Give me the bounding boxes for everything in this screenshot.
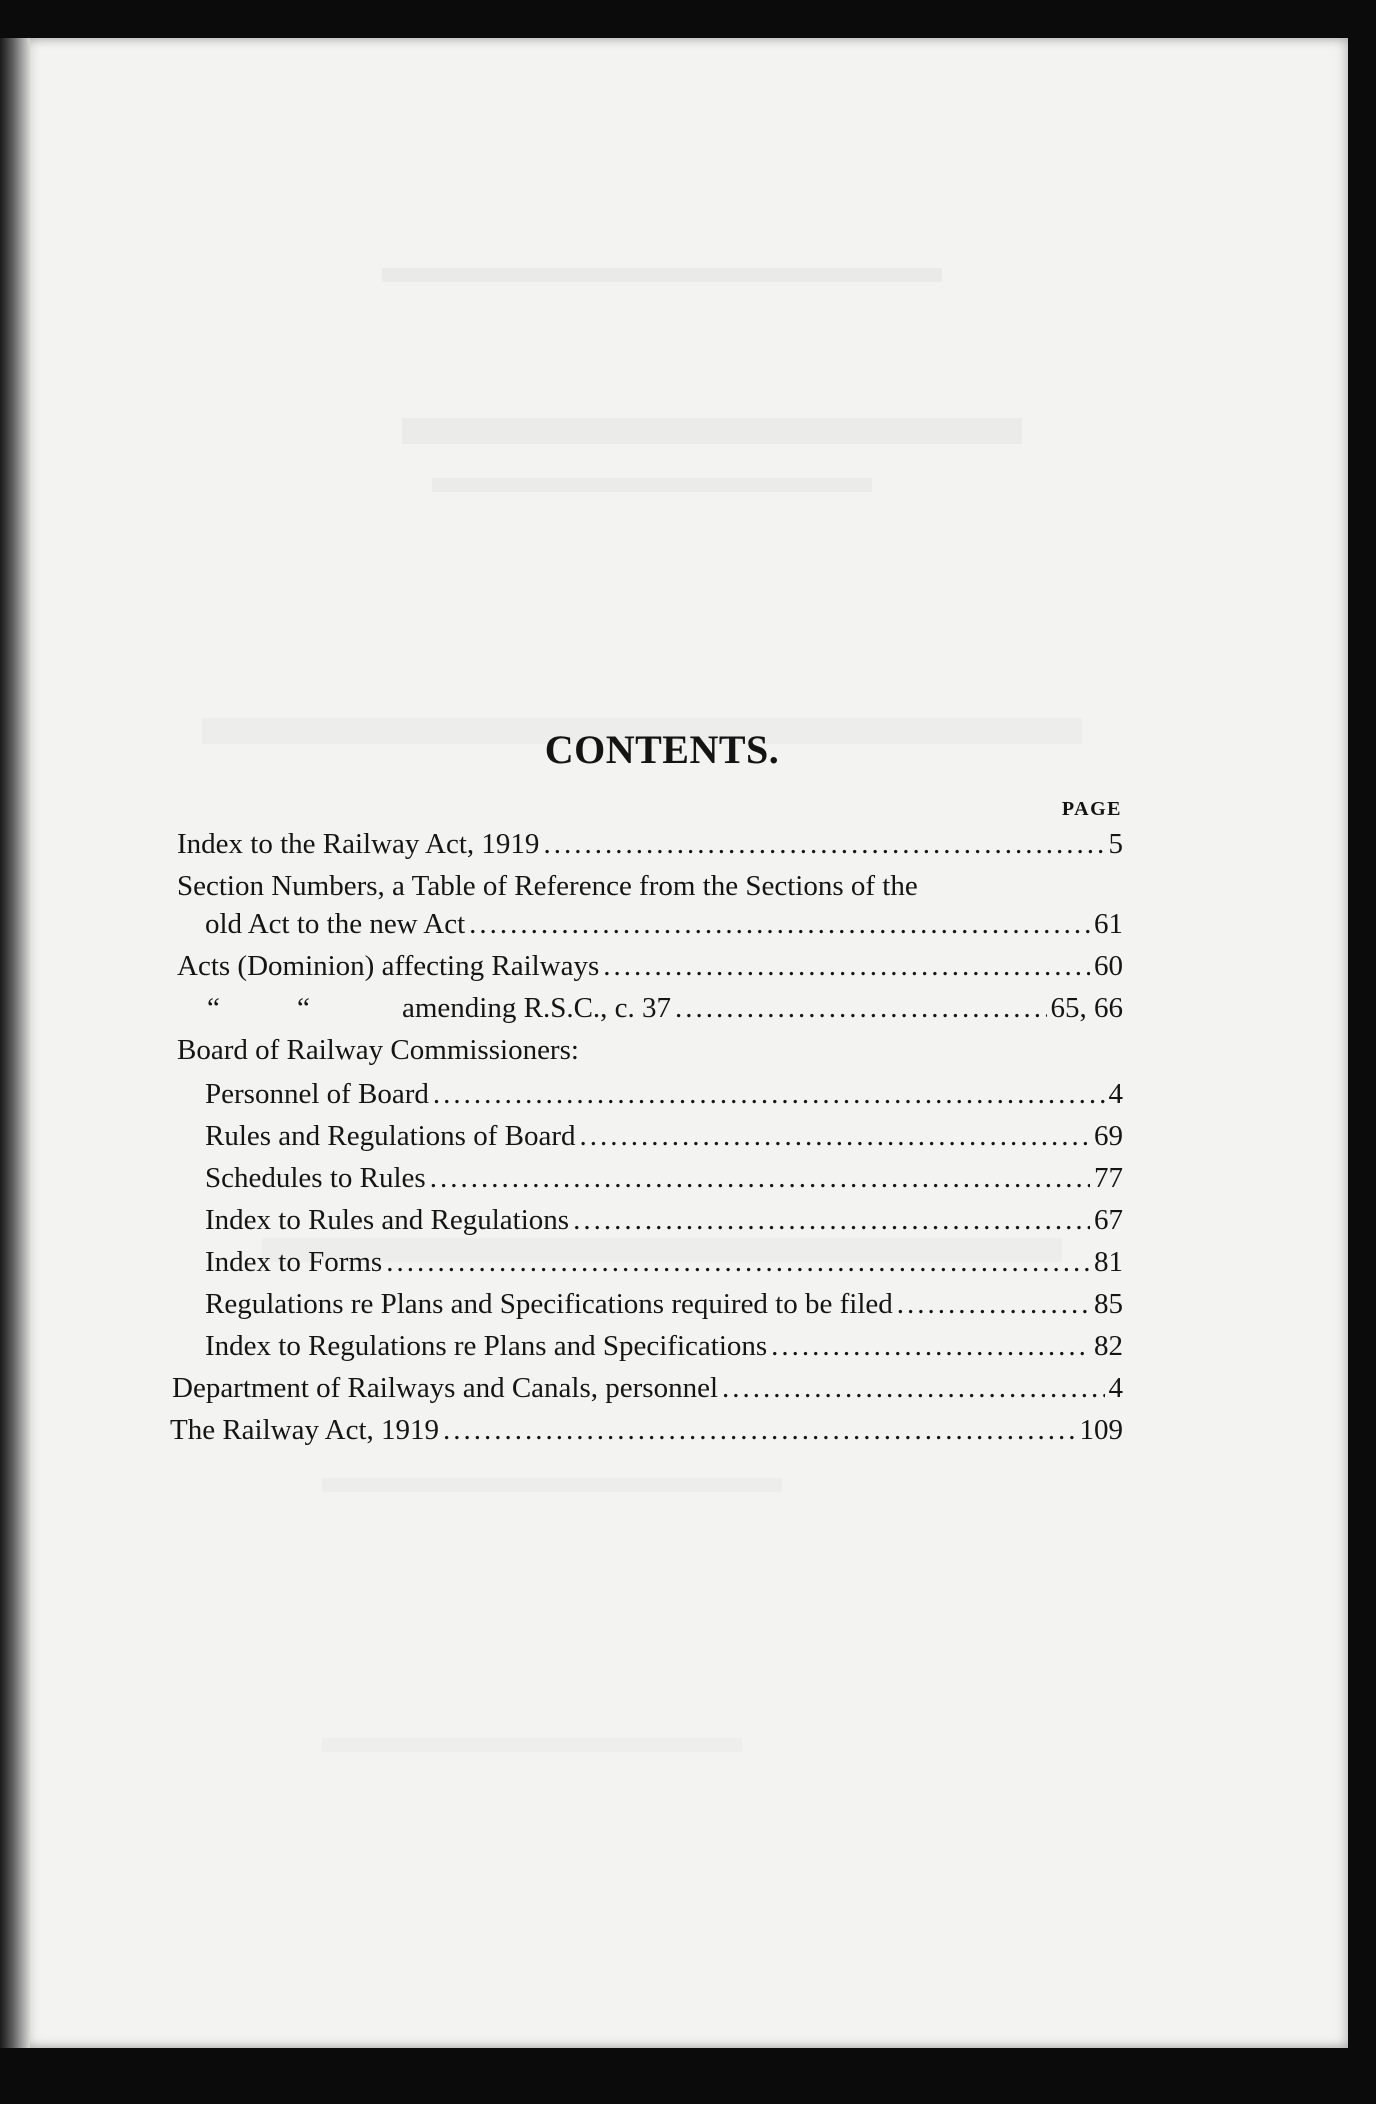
dot-leader: [580, 1120, 1090, 1153]
ditto-mark: “: [207, 992, 220, 1024]
toc-page-number: 5: [1108, 828, 1123, 860]
toc-entry-label: Personnel of Board: [205, 1078, 429, 1110]
toc-entry-acts-dominion: [177, 950, 1123, 983]
toc-entry-railway-act: [170, 1414, 1123, 1447]
toc-entry-label: old Act to the new Act: [205, 908, 466, 940]
toc-entry-label: Index to the Railway Act, 1919: [177, 828, 540, 860]
toc-entry-railway-act-index: [177, 828, 1123, 861]
dot-leader: [573, 1204, 1090, 1237]
toc-entry-index-to-forms: [205, 1246, 1123, 1279]
bleed-through: [402, 418, 1022, 444]
dot-leader: [443, 1414, 1075, 1447]
bleed-through: [322, 1738, 742, 1752]
toc-entry-index-to-regulations: [205, 1330, 1123, 1363]
dot-leader: [433, 1078, 1105, 1111]
toc-page-number: 69: [1094, 1120, 1123, 1152]
toc-entry-label: Regulations re Plans and Specifications required to be filed: [205, 1288, 893, 1320]
toc-entry-label: Index to Regulations re Plans and Specifications: [205, 1330, 768, 1362]
toc-entry-section-numbers-line1: Section Numbers, a Table of Reference from the Sections of the: [177, 870, 918, 902]
page-title: CONTENTS.: [544, 727, 780, 772]
ditto-mark: “: [297, 992, 310, 1024]
dot-leader: [722, 1372, 1104, 1405]
toc-entry-amending: [402, 992, 1123, 1025]
toc-entry-personnel-of-board: [205, 1078, 1123, 1111]
toc-entry-label: Acts (Dominion) affecting Railways: [177, 950, 600, 982]
page-column-header: PAGE: [1061, 798, 1122, 820]
toc-page-number: 81: [1094, 1246, 1123, 1278]
dot-leader: [469, 908, 1090, 941]
dot-leader: [386, 1246, 1090, 1279]
toc-entry-department: [172, 1372, 1123, 1405]
toc-page-number: 77: [1094, 1162, 1123, 1194]
dot-leader: [603, 950, 1090, 983]
toc-entry-rules-and-regulations: [205, 1120, 1123, 1153]
book-spine-edge: [0, 38, 30, 2048]
dot-leader: [543, 828, 1104, 861]
toc-entry-schedules-to-rules: [205, 1162, 1123, 1195]
dot-leader: [430, 1162, 1090, 1195]
bleed-through: [432, 478, 872, 492]
toc-entry-label: Schedules to Rules: [205, 1162, 426, 1194]
toc-heading-board: Board of Railway Commissioners:: [177, 1034, 579, 1066]
dot-leader: [675, 992, 1046, 1025]
toc-page-number: 4: [1108, 1078, 1123, 1110]
bleed-through: [382, 268, 942, 282]
toc-entry-label: Index to Rules and Regulations: [205, 1204, 570, 1236]
toc-entry-section-numbers-line2: [205, 908, 1123, 941]
toc-entry-index-to-rules: [205, 1204, 1123, 1237]
toc-page-number: 82: [1094, 1330, 1123, 1362]
toc-page-number: 67: [1094, 1204, 1123, 1236]
toc-page-number: 4: [1108, 1372, 1123, 1404]
toc-page-number: 61: [1094, 908, 1123, 940]
dot-leader: [897, 1288, 1090, 1321]
toc-page-number: 85: [1094, 1288, 1123, 1320]
toc-page-number: 109: [1079, 1414, 1123, 1446]
toc-entry-label: Rules and Regulations of Board: [205, 1120, 576, 1152]
document-page: [22, 38, 1348, 2048]
toc-entry-regulations-plans: [205, 1288, 1123, 1321]
toc-entry-label: amending R.S.C., c. 37: [402, 992, 672, 1024]
toc-entry-label: The Railway Act, 1919: [170, 1414, 440, 1446]
toc-entry-label: Index to Forms: [205, 1246, 383, 1278]
dot-leader: [771, 1330, 1090, 1363]
toc-page-number: 65, 66: [1050, 992, 1123, 1024]
toc-page-number: 60: [1094, 950, 1123, 982]
bleed-through: [322, 1478, 782, 1492]
toc-entry-label: Department of Railways and Canals, personnel: [172, 1372, 719, 1404]
